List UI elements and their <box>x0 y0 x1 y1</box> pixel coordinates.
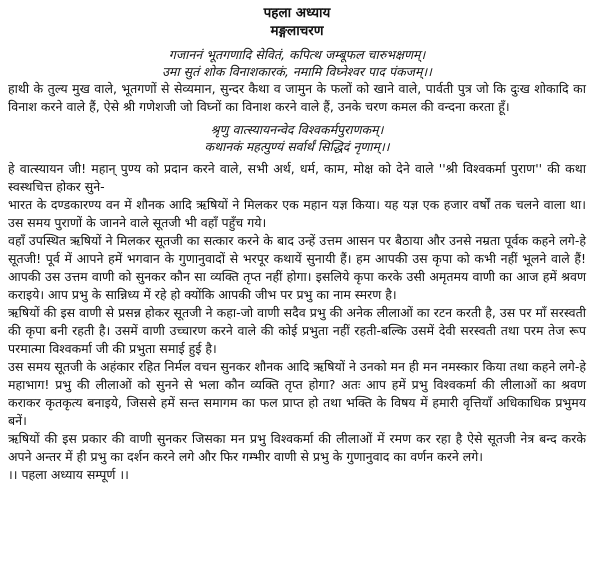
section-title: मङ्गलाचरण <box>270 23 324 39</box>
paragraph: भारत के दण्डकारण्य वन में शौनक आदि ऋषियों ने मिलकर एक महान यज्ञ किया। यह यज्ञ एक हजार वर्षों तक चलने वाला था। उस समय पुराणों के जानने वाले सूतजी भी वहाँ पहुँच गये। <box>8 197 586 230</box>
paragraph: हे वात्स्यायन जी! महान् पुण्य को प्रदान करने वाले, सभी अर्थ, धर्म, काम, मोक्ष को देने वाले ''श्री विश्वकर्मा पुराण'' की कथा स्वस्थचित्त होकर सुने- <box>8 161 586 194</box>
chapter-title: पहला अध्याय <box>263 5 331 21</box>
verse-line: कथानकं महत्पुण्यं सर्वार्थं सिद्धिदं नृणाम्।। <box>204 139 390 154</box>
verse-line: गजाननं भूतगणादि सेवितं, कपित्थ जम्बूफल चारुभक्षणम्। <box>168 47 426 62</box>
paragraph: ऋषियों की इस वाणी से प्रसन्न होकर सूतजी ने कहा-जो वाणी सदैव प्रभु की अनेक लीलाओं का रटन करती है, उस पर माँ सरस्वती की कृपा बनी रहती है। उसमें वाणी उच्चारण करने वाले की कोई प्रभुता नहीं रहती-बल्कि उसमें देवी सरस्वती तथा परम तेज रूप परमात्मा विश्वकर्मा जी की प्रभुता समाई हुई है। <box>8 305 586 356</box>
verse-line: उमा सुतं शोक विनाशकारकं, नमामि विघ्नेश्वर पाद पंकजम्।। <box>162 64 432 79</box>
paragraph: ऋषियों की इस प्रकार की वाणी सुनकर जिसका मन प्रभु विश्वकर्मा की लीलाओं में रमण कर रहा है ऐसे सूतजी नेत्र बन्द करके अपने अन्तर में ही प्रभु का दर्शन करने लगे और फिर गम्भीर वाणी से प्रभु के गुणानुवाद का वर्णन करने लगे। <box>8 431 586 464</box>
chapter-closing: ।। पहला अध्याय सम्पूर्ण ।। <box>8 467 129 482</box>
paragraph: उस समय सूतजी के अहंकार रहित निर्मल वचन सुनकर शौनक आदि ऋषियों ने उनको मन ही मन नमस्कार किया तथा कहने लगे-हे महाभाग! प्रभु की लीलाओं को सुनने से भला कौन व्यक्ति तृप्त होगा? अतः आप हमें प्रभु विश्वकर्मा की लीलाओं का श्रवण कराकर कृतकृत्य बनाइये, जिससे हमें सन्त समागम का फल प्राप्त हो तथा भक्ति के विषय में हमारी वृत्तियाँ अधिकाधिक प्रभुमय बनें। <box>8 359 586 428</box>
paragraph: वहाँ उपस्थित ऋषियों ने मिलकर सूतजी का सत्कार करने के बाद उन्हें उत्तम आसन पर बैठाया और उनसे नम्रता पूर्वक कहने लगे-हे सूतजी! पूर्व में आपने हमें भगवान के गुणानुवादों से भरपूर कथायें सुनायी हैं। हम आपकी उस कृपा को कभी नहीं भूलने वाले हैं! आपकी उस उत्तम वाणी को सुनकर कौन सा व्यक्ति तृप्त नहीं होगा। इसलिये कृपा करके उसी अमृतमय वाणी का आज हमें श्रवण कराइये। आप प्रभु के सान्निध्य में रहे हो क्योंकि आपकी जीभ पर प्रभु का नाम स्मरण है। <box>8 233 586 302</box>
paragraph: हाथी के तुल्य मुख वाले, भूतगणों से सेव्यमान, सुन्दर कैथा व जामुन के फलों को खाने वाले, पार्वती पुत्र जो कि दुःख शोकादि का विनाश करने वाले हैं, ऐसे श्री गणेशजी जो विघ्नों का विनाश करने वाले हैं, उनके चरण कमल की वन्दना करता हूँ। <box>8 81 586 114</box>
verse-line: श्रृणु वात्स्यायनन्वेद विश्वकर्मपुराणकम्। <box>210 122 384 137</box>
